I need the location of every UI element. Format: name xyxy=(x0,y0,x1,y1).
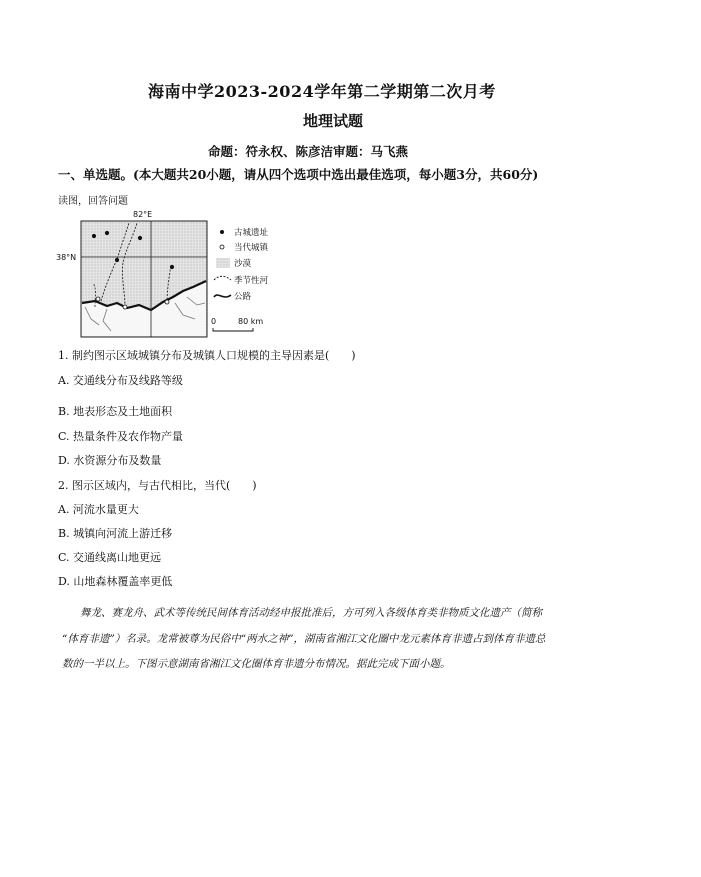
map-figure xyxy=(55,207,285,339)
question-1-option-d: D. 水资源分布及数量 xyxy=(58,454,162,467)
legend-modern-town: 当代城镇 xyxy=(234,243,269,253)
subject-title: 地理试题 xyxy=(303,112,364,130)
modern-town-dot xyxy=(96,297,100,301)
ancient-city-dot xyxy=(105,231,109,235)
read-instruction: 读图，回答问题 xyxy=(58,196,128,207)
question-1-option-c: C. 热量条件及农作物产量 xyxy=(58,430,184,443)
scale-bar xyxy=(213,328,253,331)
latitude-label: 38°N xyxy=(56,253,77,262)
passage-line-3: 数的一半以上。下图示意湖南省湘江文化圈体育非遗分布情况。据此完成下面小题。 xyxy=(62,658,451,670)
legend-desert: 沙漠 xyxy=(234,259,252,269)
legend-seasonal-river: 季节性河 xyxy=(234,276,269,286)
legend-road-icon xyxy=(214,295,231,297)
legend-ancient-city: 古城遗址 xyxy=(234,228,269,238)
ancient-city-dot xyxy=(115,258,119,262)
scale-value: 80 km xyxy=(238,317,264,326)
question-1-stem: 1. 制约图示区域城镇分布及城镇人口规模的主导因素是( ) xyxy=(58,349,356,362)
question-2-stem: 2. 图示区域内，与古代相比，当代( ) xyxy=(58,479,257,492)
legend-ancient-city-icon xyxy=(220,230,224,234)
question-1-option-a: A. 交通线分布及线路等级 xyxy=(58,374,183,387)
passage-line-2: “体育非遗”）名录。龙常被尊为民俗中“两水之神”，湖南省湘江文化圈中龙元素体育非遗占到体育非遗总 xyxy=(62,633,546,645)
scale-zero: 0 xyxy=(211,317,217,326)
ancient-city-dot xyxy=(92,234,96,238)
passage-line-1: 舞龙、赛龙舟、武术等传统民间体育活动经申报批准后，方可列入各级体育类非物质文化遗产（简称 xyxy=(80,607,542,619)
modern-town-dot xyxy=(165,300,169,304)
section-heading: 一、单选题。(本大题共20小题，请从四个选项中选出最佳选项，每小题3分，共60分) xyxy=(58,167,539,182)
question-2-option-a: A. 河流水量更大 xyxy=(58,503,139,516)
question-2-option-d: D. 山地森林覆盖率更低 xyxy=(58,575,173,588)
modern-town-dot xyxy=(123,305,127,309)
question-2-option-c: C. 交通线离山地更远 xyxy=(58,551,162,564)
ancient-city-dot xyxy=(170,265,174,269)
longitude-label: 82°E xyxy=(133,210,153,219)
question-1-option-b: B. 地表形态及土地面积 xyxy=(58,405,173,418)
legend-road: 公路 xyxy=(234,292,252,302)
legend-river-icon xyxy=(214,276,231,280)
question-2-option-b: B. 城镇向河流上游迁移 xyxy=(58,527,173,540)
legend-desert-icon xyxy=(216,258,230,268)
exam-title: 海南中学2023-2024学年第二学期第二次月考 xyxy=(148,82,496,101)
authors-line: 命题：符永权、陈彦洁审题：马飞燕 xyxy=(208,144,409,159)
ancient-city-dot xyxy=(138,236,142,240)
legend-modern-town-icon xyxy=(220,245,224,249)
